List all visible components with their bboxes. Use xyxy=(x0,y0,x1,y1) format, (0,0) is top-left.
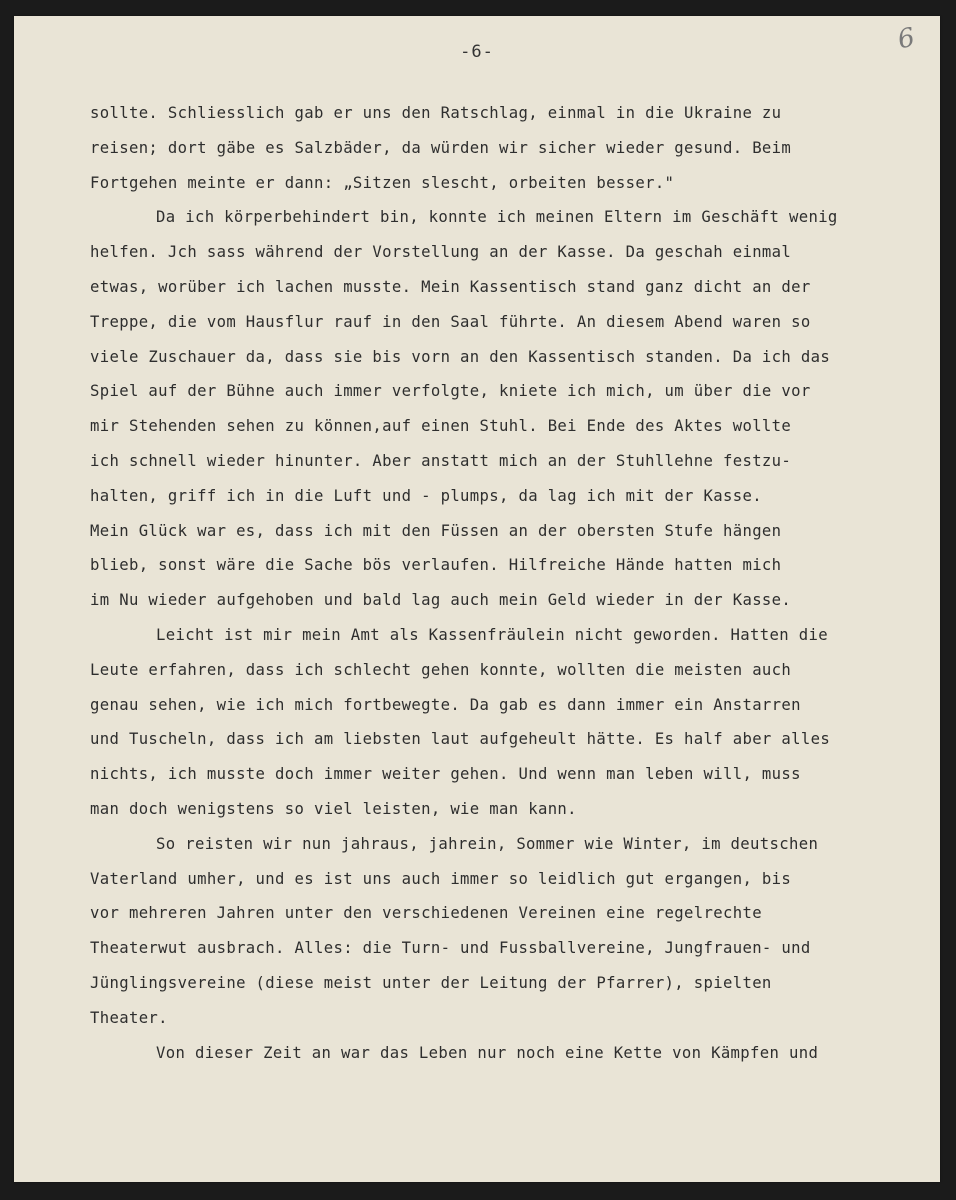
text-line: im Nu wieder aufgehoben und bald lag auch mein Geld wieder in der Kasse. xyxy=(90,591,792,610)
text-line: Leicht ist mir mein Amt als Kassenfräulein nicht geworden. Hatten die xyxy=(156,625,828,644)
text-line: So reisten wir nun jahraus, jahrein, Sommer wie Winter, im deutschen xyxy=(156,834,819,853)
text-line: mir Stehenden sehen zu können,auf einen Stuhl. Bei Ende des Aktes wollte xyxy=(90,417,792,436)
text-line: ich schnell wieder hinunter. Aber anstatt mich an der Stuhllehne festzu- xyxy=(90,451,792,470)
text-line: man doch wenigstens so viel leisten, wie man kann. xyxy=(90,799,577,818)
text-line: halten, griff ich in die Luft und - plumps, da lag ich mit der Kasse. xyxy=(90,486,762,505)
text-line: Fortgehen meinte er dann: „Sitzen slescht, orbeiten besser." xyxy=(90,173,675,192)
text-line: sollte. Schliesslich gab er uns den Ratschlag, einmal in die Ukraine zu xyxy=(90,104,782,122)
text-line: Treppe, die vom Hausflur rauf in den Saal führte. An diesem Abend waren so xyxy=(90,312,811,331)
text-line: Spiel auf der Bühne auch immer verfolgte, kniete ich mich, um über die vor xyxy=(90,382,811,401)
handwritten-page-mark: 6 xyxy=(895,22,918,56)
text-line: Vaterland umher, und es ist uns auch immer so leidlich gut ergangen, bis xyxy=(90,869,792,888)
page-number: -6- xyxy=(460,42,494,62)
text-line: nichts, ich musste doch immer weiter gehen. Und wenn man leben will, muss xyxy=(90,765,801,784)
typed-text-body xyxy=(90,96,930,1070)
text-line: genau sehen, wie ich mich fortbewegte. Da gab es dann immer ein Anstarren xyxy=(90,695,801,714)
text-line: Jünglingsvereine (diese meist unter der Leitung der Pfarrer), spielten xyxy=(90,973,772,992)
text-line: viele Zuschauer da, dass sie bis vorn an den Kassentisch standen. Da ich das xyxy=(90,347,831,366)
text-line: blieb, sonst wäre die Sache bös verlaufen. Hilfreiche Hände hatten mich xyxy=(90,556,782,575)
text-line: Von dieser Zeit an war das Leben nur noch eine Kette von Kämpfen und xyxy=(156,1043,819,1062)
text-line: Da ich körperbehindert bin, konnte ich meinen Eltern im Geschäft wenig xyxy=(156,208,838,227)
text-line: und Tuscheln, dass ich am liebsten laut aufgeheult hätte. Es half aber alles xyxy=(90,730,831,749)
text-line: vor mehreren Jahren unter den verschiedenen Vereinen eine regelrechte xyxy=(90,904,762,923)
text-line: Leute erfahren, dass ich schlecht gehen konnte, wollten die meisten auch xyxy=(90,660,792,679)
text-line: Theater. xyxy=(90,1008,168,1027)
text-line: reisen; dort gäbe es Salzbäder, da würden wir sicher wieder gesund. Beim xyxy=(90,138,792,157)
text-line: etwas, worüber ich lachen musste. Mein Kassentisch stand ganz dicht an der xyxy=(90,277,811,296)
text-line: Mein Glück war es, dass ich mit den Füssen an der obersten Stufe hängen xyxy=(90,521,782,540)
document-page xyxy=(14,16,940,1182)
text-line: Theaterwut ausbrach. Alles: die Turn- und Fussballvereine, Jungfrauen- und xyxy=(90,939,811,958)
text-line: helfen. Jch sass während der Vorstellung an der Kasse. Da geschah einmal xyxy=(90,243,792,262)
